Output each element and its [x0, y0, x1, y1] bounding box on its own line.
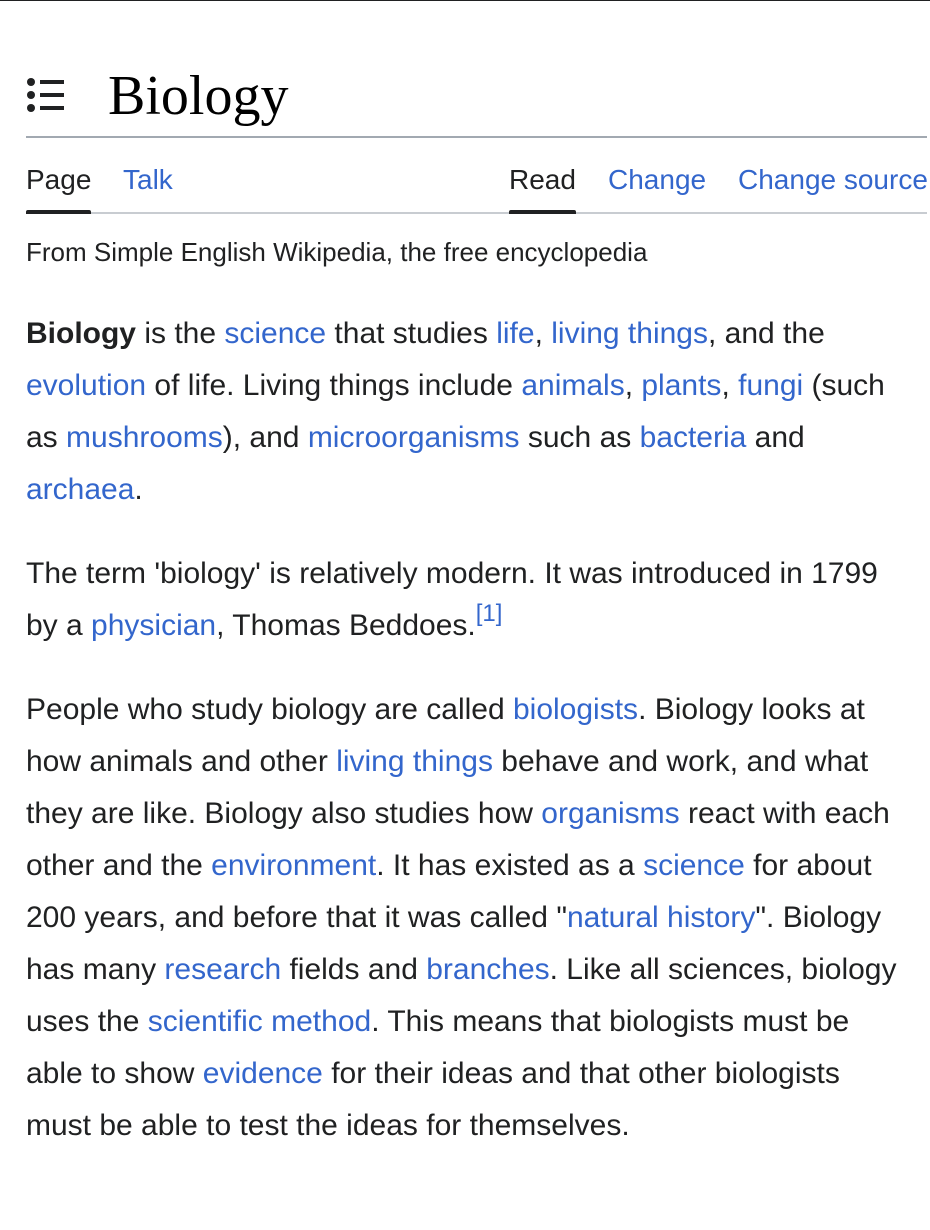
top-border — [0, 0, 930, 1]
text: . It has existed as a — [376, 849, 644, 882]
list-bullet-icon[interactable] — [26, 78, 66, 112]
paragraph-term — [26, 548, 906, 652]
link-science[interactable]: science — [224, 317, 327, 350]
link-evolution[interactable]: evolution — [26, 369, 147, 402]
text: react with each other and the — [26, 797, 890, 882]
link-archaea[interactable]: archaea — [26, 473, 135, 506]
link-natural-history[interactable]: natural history — [566, 901, 756, 934]
text: People who study biology are called — [26, 693, 513, 726]
text: for their ideas and that other biologists must be able to test the ideas for themselves. — [26, 1057, 840, 1142]
link-bacteria[interactable]: bacteria — [639, 421, 747, 454]
site-tagline: From Simple English Wikipedia, the free encyclopedia — [26, 237, 648, 267]
link-animals[interactable]: animals — [521, 369, 625, 402]
link-living-things[interactable]: living things — [336, 745, 493, 778]
link-science[interactable]: science — [643, 849, 745, 882]
page-header — [26, 62, 927, 138]
tab-read[interactable]: Read — [509, 162, 576, 198]
reference-1 — [476, 600, 503, 627]
text: fields and — [281, 953, 427, 986]
page-tabs — [26, 140, 927, 214]
text: that studies — [326, 317, 497, 350]
text: . Biology looks at how animals and other — [26, 693, 865, 778]
text: for about 200 years, and before that it was called " — [26, 849, 872, 934]
text: , — [721, 369, 739, 402]
link-physician[interactable]: physician — [91, 609, 217, 642]
page-title: Biology — [108, 65, 289, 127]
link-biologists[interactable]: biologists — [512, 693, 639, 726]
text: . — [134, 473, 143, 506]
link-evidence[interactable]: evidence — [202, 1057, 323, 1090]
link-branches[interactable]: branches — [426, 953, 550, 986]
link-research[interactable]: research — [164, 953, 282, 986]
text: and — [746, 421, 805, 454]
tab-change[interactable]: Change — [608, 164, 707, 195]
text: , — [624, 369, 642, 402]
bold-term: Biology — [26, 317, 136, 350]
link-fungi[interactable]: fungi — [738, 369, 804, 402]
link-living-things[interactable]: living things — [551, 317, 708, 350]
text: such as — [519, 421, 640, 454]
text: ), and — [222, 421, 308, 454]
text: behave and work, and what they are like. Biology also studies how — [26, 745, 869, 830]
text: is the — [136, 317, 225, 350]
link-plants[interactable]: plants — [641, 369, 722, 402]
link-organisms[interactable]: organisms — [541, 797, 680, 830]
text: The term 'biology' is relatively modern. It was introduced in 1799 by a — [26, 557, 878, 642]
link-environment[interactable]: environment — [211, 849, 377, 882]
text: of life. Living things include — [146, 369, 522, 402]
text: , — [534, 317, 552, 350]
text: (such as — [26, 369, 885, 454]
text: , Thomas Beddoes. — [216, 609, 476, 642]
text: , and the — [708, 317, 825, 350]
link-life[interactable]: life — [496, 317, 535, 350]
text: . This means that biologists must be able to show — [26, 1005, 850, 1090]
text: ". Biology has many — [26, 901, 882, 986]
paragraph-biologists — [26, 684, 906, 1152]
link-scientific-method[interactable]: scientific method — [147, 1005, 372, 1038]
reference-link[interactable]: [1] — [475, 600, 503, 627]
link-microorganisms[interactable]: microorganisms — [307, 421, 520, 454]
link-mushrooms[interactable]: mushrooms — [66, 421, 223, 454]
text: . Like all sciences, biology uses the — [26, 953, 897, 1038]
tab-change-source[interactable]: Change source — [738, 164, 928, 195]
article-body — [26, 308, 906, 1184]
tab-talk[interactable]: Talk — [123, 164, 173, 195]
tab-page[interactable]: Page — [26, 162, 91, 198]
paragraph-intro — [26, 308, 906, 516]
